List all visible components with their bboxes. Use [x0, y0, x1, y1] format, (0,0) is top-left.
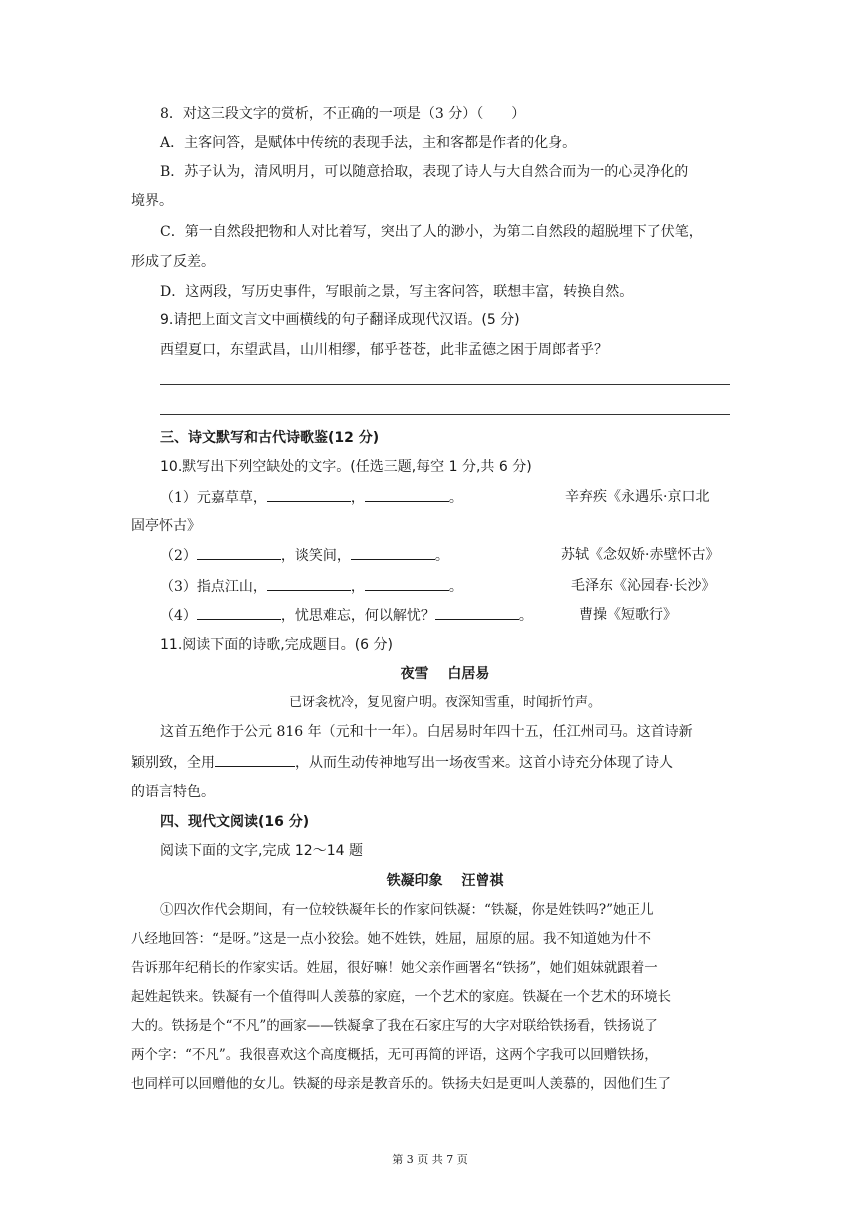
fill-blank[interactable] [365, 487, 449, 502]
q9-sentence: 西望夏口，东望武昌，山川相缪，郁乎苍苍，此非孟德之困于周郎者乎？ [160, 342, 608, 358]
essay-line: 也同样可以回赠他的女儿。铁凝的母亲是教音乐的。铁扬夫妇是更叫人羡慕的，因他们生了 [131, 1076, 671, 1092]
q10-item-2-pre: （2） [160, 548, 197, 564]
q10-item-3-pre: （3）指点江山， [160, 579, 267, 595]
q10-item-2 [160, 545, 449, 566]
fill-blank[interactable] [365, 576, 449, 591]
q10-item-1-sep: ， [350, 490, 365, 506]
q10-item-4-pre: （4） [160, 608, 197, 624]
q10-item-2-mid: ，谈笑间， [280, 548, 351, 564]
fill-blank[interactable] [267, 576, 351, 591]
q10-item-4-end: 。 [518, 608, 533, 624]
q10-item-1-source-cont: 固亭怀古》 [131, 518, 201, 534]
essay-line: 两个字：“不凡”。我很喜欢这个高度概括，无可再简的评语，这两个字我可以回赠铁扬， [131, 1047, 658, 1063]
q10-item-1 [160, 487, 463, 508]
essay-line: ①四次作代会期间，有一位较铁凝年长的作家问铁凝：“铁凝，你是姓铁吗?”她正儿 [160, 902, 654, 918]
q11-stem: 11.阅读下面的诗歌,完成题目。(6 分) [160, 637, 393, 653]
answer-line-1[interactable] [160, 384, 730, 385]
q8-option-a: A．主客问答，是赋体中传统的表现手法，主和客都是作者的化身。 [160, 135, 577, 151]
q10-item-2-source: 苏轼《念奴娇·赤壁怀古》 [561, 547, 720, 563]
q11-para-line3: 的语言特色。 [131, 784, 215, 800]
q11-para-line2-post: ，从而生动传神地写出一场夜雪来。这首小诗充分体现了诗人 [295, 755, 673, 771]
q10-item-1-end: 。 [448, 490, 463, 506]
fill-blank[interactable] [351, 545, 435, 560]
essay-line: 八经地回答：“是呀。”这是一点小狡狯。她不姓铁，姓屈，屈原的屈。我不知道她为什不 [131, 931, 652, 947]
q10-item-4-mid: ，忧思难忘，何以解忧？ [280, 608, 435, 624]
q10-item-3-end: 。 [448, 579, 463, 595]
q8-option-c-line2: 形成了反差。 [131, 254, 215, 270]
q8-option-b-line2: 境界。 [131, 193, 173, 209]
q10-item-2-end: 。 [434, 548, 449, 564]
answer-line-2[interactable] [160, 414, 730, 415]
q10-item-4 [160, 605, 533, 626]
fill-blank[interactable] [197, 605, 281, 620]
essay-line: 告诉那年纪稍长的作家实话。姓屈，很好嘛！她父亲作画署名“铁扬”，她们姐妹就跟着一 [131, 960, 658, 976]
q10-item-3-sep: ， [350, 579, 365, 595]
poem-title: 夜雪 白居易 [400, 666, 490, 682]
fill-blank[interactable] [435, 605, 519, 620]
q8-option-b-line1: B．苏子认为，清风明月，可以随意拾取，表现了诗人与大自然合而为一的心灵净化的 [160, 164, 689, 180]
fill-blank[interactable] [197, 545, 281, 560]
essay-line: 大的。铁扬是个“不凡”的画家——铁凝拿了我在石家庄写的大字对联给铁扬看，铁扬说了 [131, 1018, 658, 1034]
poem-text: 已讶衾枕冷，复见窗户明。夜深知雪重，时闻折竹声。 [288, 695, 601, 710]
essay-line: 起姓起铁来。铁凝有一个值得叫人羡慕的家庭，一个艺术的家庭。铁凝在一个艺术的环境长 [131, 989, 671, 1005]
essay-title: 铁凝印象 汪曾祺 [386, 873, 504, 889]
fill-blank[interactable] [267, 487, 351, 502]
q10-stem: 10.默写出下列空缺处的文字。(任选三题,每空 1 分,共 6 分) [160, 459, 532, 475]
section4-intro: 阅读下面的文字,完成 12～14 题 [160, 843, 363, 859]
page-footer: 第 3 页 共 7 页 [392, 1153, 468, 1166]
q10-item-3 [160, 576, 463, 597]
q10-item-1-pre: （1）元嘉草草， [160, 490, 267, 506]
fill-blank[interactable] [215, 752, 295, 767]
q11-para-line2 [131, 752, 673, 773]
q10-item-4-source: 曹操《短歌行》 [579, 607, 677, 623]
q11-para-line1: 这首五绝作于公元 816 年（元和十一年）。白居易时年四十五，任江州司马。这首诗新 [160, 724, 693, 740]
q8-stem: 8．对这三段文字的赏析，不正确的一项是（3 分）（ ） [160, 106, 526, 122]
q10-item-3-source: 毛泽东《沁园春·长沙》 [571, 578, 716, 594]
q8-option-d: D．这两段，写历史事件，写眼前之景，写主客问答，联想丰富，转换自然。 [160, 284, 634, 300]
section4-heading: 四、现代文阅读(16 分) [160, 814, 310, 830]
q9-stem: 9.请把上面文言文中画横线的句子翻译成现代汉语。(5 分) [160, 312, 520, 328]
q8-option-c-line1: C．第一自然段把物和人对比着写，突出了人的渺小，为第二自然段的超脱埋下了伏笔， [160, 224, 703, 240]
q10-item-1-source: 辛弃疾《永遇乐·京口北 [565, 489, 710, 505]
section3-heading: 三、诗文默写和古代诗歌鉴(12 分) [160, 430, 380, 446]
q11-para-line2-pre: 颖别致，全用 [131, 755, 215, 771]
